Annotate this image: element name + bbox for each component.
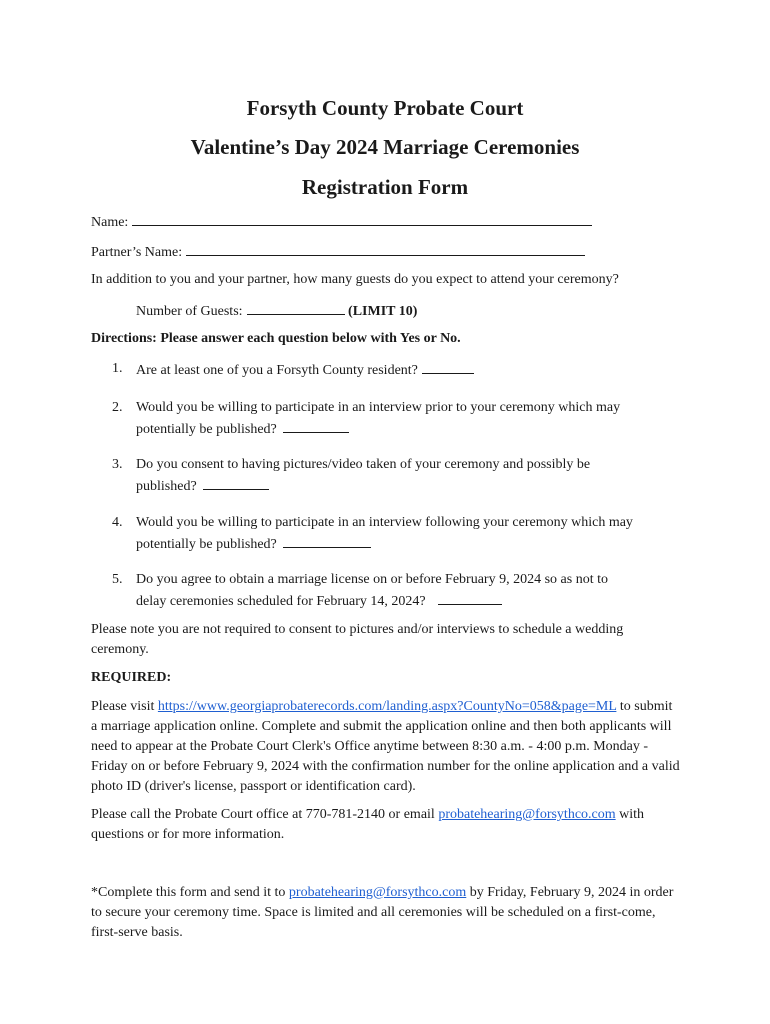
name-row (91, 211, 592, 233)
question-4-line1: Would you be willing to participate in an interview following your ceremony which may (136, 515, 633, 530)
question-4 (136, 513, 681, 555)
court-title: Forsyth County Probate Court (246, 96, 524, 120)
required-suffix: to submit a marriage application online. Complete and submit the application online and then both applicants will need to appear at the Probate Court Clerk's Office anytime between 8:30 a.m. - 4:00 p.m. Monday - Friday on or before February 9, 2024 with the confirmation number for the online application and a valid photo ID (driver's license, passport or identification card). (91, 699, 680, 794)
form-title: Registration Form (301, 175, 469, 199)
question-4-number: 4. (112, 515, 123, 530)
contact-paragraph (91, 805, 681, 845)
question-1-blank[interactable] (422, 359, 474, 374)
guests-question: In addition to you and your partner, how many guests do you expect to attend your ceremony? (91, 272, 619, 287)
footer-suffix: by Friday, February 9, 2024 in order to secure your ceremony time. Space is limited and all ceremonies will be scheduled on a first-come, first-serve basis. (91, 885, 674, 940)
contact-prefix: Please call the Probate Court office at 770-781-2140 or email (91, 807, 439, 822)
question-4-blank[interactable] (283, 533, 371, 548)
consent-note: Please note you are not required to consent to pictures and/or interviews to schedule a wedding ceremony. (91, 622, 624, 657)
question-3-blank[interactable] (203, 475, 269, 490)
partner-name-label: Partner’s Name: (91, 245, 183, 260)
contact-suffix: with questions or for more information. (91, 807, 645, 842)
question-1-number: 1. (112, 361, 123, 376)
required-heading: REQUIRED: (91, 670, 172, 685)
name-blank[interactable] (132, 211, 592, 226)
footer-prefix: *Complete this form and send it to (91, 885, 289, 900)
question-1-text: Are at least one of you a Forsyth County resident? (136, 363, 418, 378)
question-3-line2: published? (136, 479, 197, 494)
footer-email-link[interactable]: probatehearing@forsythco.com (288, 885, 467, 900)
name-label: Name: (91, 215, 129, 230)
question-4-line2: potentially be published? (136, 537, 277, 552)
question-5-line2: delay ceremonies scheduled for February 14, 2024? (136, 594, 426, 609)
guests-blank[interactable] (247, 300, 345, 315)
required-paragraph (91, 697, 681, 797)
question-3 (136, 455, 681, 497)
question-5-blank[interactable] (438, 590, 502, 605)
question-3-number: 3. (112, 457, 123, 472)
partner-row (91, 241, 585, 263)
required-prefix: Please visit (91, 699, 158, 714)
footer-paragraph (91, 883, 681, 943)
question-1 (136, 359, 681, 381)
question-2-line2: potentially be published? (136, 422, 277, 437)
question-2-number: 2. (112, 400, 123, 415)
question-2 (136, 398, 681, 440)
question-5 (136, 570, 681, 612)
directions: Directions: Please answer each question below with Yes or No. (91, 331, 461, 346)
guests-row (136, 300, 417, 322)
question-2-blank[interactable] (283, 418, 349, 433)
question-5-number: 5. (112, 572, 123, 587)
event-title: Valentine’s Day 2024 Marriage Ceremonies (190, 135, 580, 159)
question-5-line1: Do you agree to obtain a marriage license on or before February 9, 2024 so as not to (136, 572, 608, 587)
guests-label: Number of Guests: (136, 304, 243, 319)
marriage-application-link[interactable]: https://www.georgiaprobaterecords.com/landing.aspx?CountyNo=058&page=ML (157, 699, 617, 714)
question-3-line1: Do you consent to having pictures/video taken of your ceremony and possibly be (136, 457, 591, 472)
guests-limit: (LIMIT 10) (348, 304, 418, 319)
contact-email-link[interactable]: probatehearing@forsythco.com (438, 807, 616, 822)
partner-name-blank[interactable] (186, 241, 585, 256)
question-2-line1: Would you be willing to participate in an interview prior to your ceremony which may (136, 400, 621, 415)
